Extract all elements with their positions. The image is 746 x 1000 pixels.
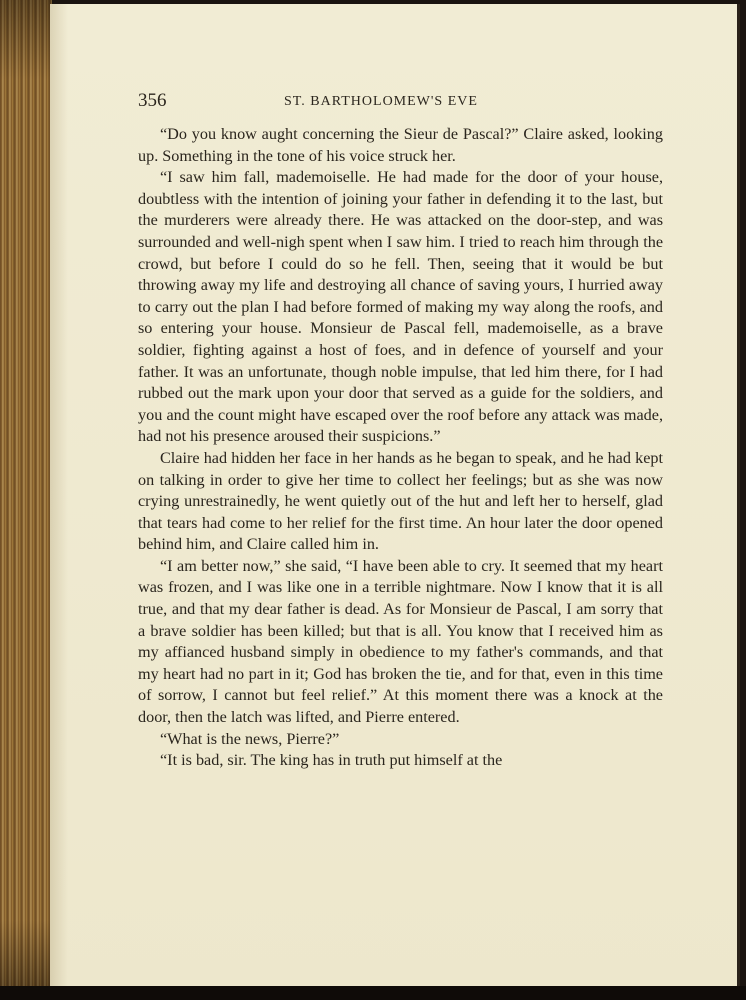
book-page-edges xyxy=(0,0,52,1000)
paragraph: Claire had hidden her face in her hands as he began to speak, and he had kept on talking in order to give her time to collect her feelings; but as she was now crying unrestrainedly, he went quietly out of the hut and left her to herself, glad that tears had come to her relief for the first time. An hour later the door opened behind him, and Claire called him in. xyxy=(138,448,663,554)
paragraph: “I am better now,” she said, “I have been able to cry. It seemed that my heart was frozen, and I was like one in a terrible nightmare. Now I know that it is all true, and that my dear father is dead. As for Monsieur de Pascal, I am sorry that a brave soldier has been killed; but that is all. You know that I received him as my affianced husband simply in obedience to my father's commands, and that my heart had no part in it; God has broken the tie, and for that, even in this time of sorrow, I cannot but feel relief.” At this moment there was a knock at the door, then the latch was lifted, and Pierre entered. xyxy=(138,556,663,727)
page-number: 356 xyxy=(138,90,167,111)
scan-bottom-edge xyxy=(0,986,746,1000)
page-header xyxy=(138,90,658,112)
paragraph: “I saw him fall, mademoiselle. He had made for the door of your house, doubtless with the intention of joining your father in defending it to the last, but the murderers were already there. He was attacked on the door-step, and was surrounded and well-nigh spent when I saw him. I tried to reach him through the crowd, but before I could do so he fell. Then, seeing that it would be but throwing away my life and destroying all chance of saving yours, I hurried away to carry out the plan I had before formed of making my way along the roofs, and so entering your house. Monsieur de Pascal fell, mademoiselle, as a brave soldier, fighting against a host of foes, and in defence of yourself and your father. It was an unfortunate, though noble impulse, that led him there, for I had rubbed out the mark upon your door that served as a guide for the soldiers, and you and the count might have escaped over the roof before any attack was made, had not his presence aroused their suspicions.” xyxy=(138,168,663,446)
running-head: ST. BARTHOLOMEW'S EVE xyxy=(284,94,478,109)
body-text xyxy=(138,124,663,772)
paragraph: “What is the news, Pierre?” xyxy=(160,729,340,748)
paragraph: “Do you know aught concerning the Sieur de Pascal?” Claire asked, looking up. Something in the tone of his voice struck her. xyxy=(138,125,663,165)
paragraph: “It is bad, sir. The king has in truth put himself at the xyxy=(160,751,503,770)
